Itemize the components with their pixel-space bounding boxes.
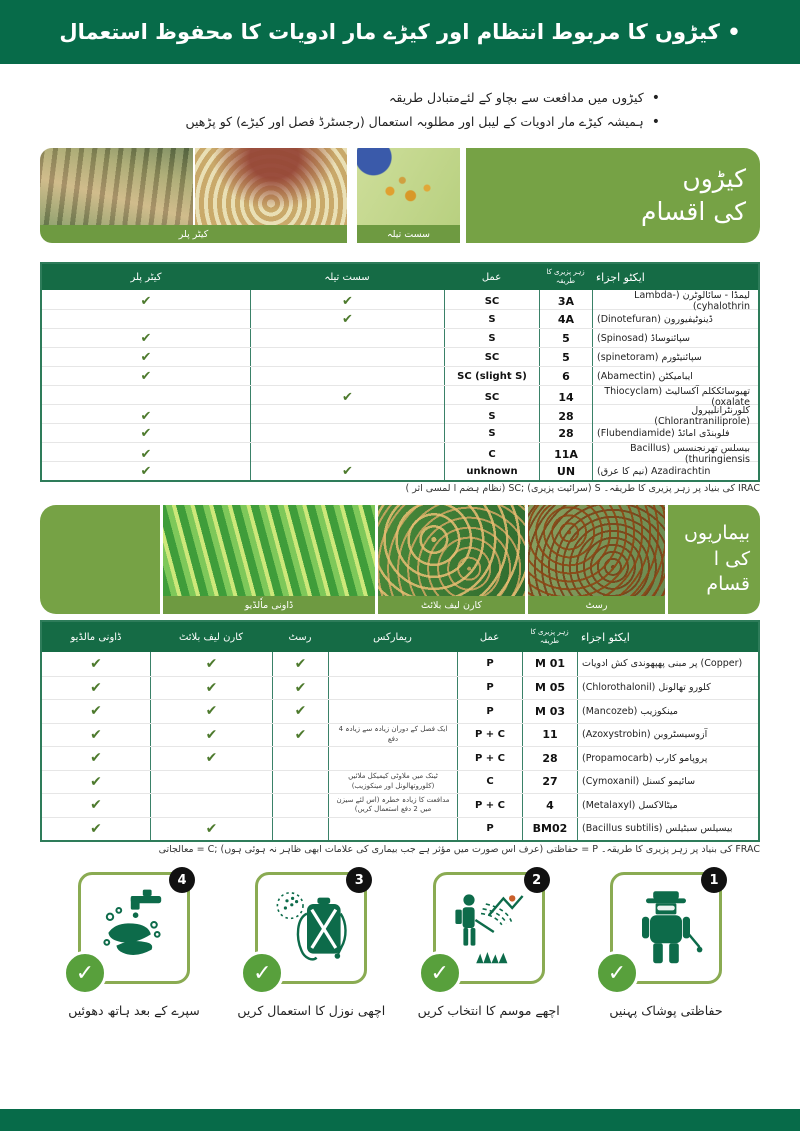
action-cell: S — [444, 424, 539, 442]
action-cell: C — [444, 443, 539, 465]
check-badge-icon: ✓ — [418, 951, 462, 995]
blight-check-cell — [150, 794, 272, 817]
rust-check-cell — [272, 724, 328, 747]
moa-code-cell: 14 — [539, 386, 592, 408]
photo-caption: سست تیلہ — [357, 225, 460, 243]
checkmark-icon: ✔ — [205, 820, 218, 837]
safety-card — [255, 872, 367, 984]
action-cell: S — [444, 329, 539, 347]
column-header-aphid: سست تیلہ — [324, 271, 370, 283]
checkmark-icon: ✔ — [140, 368, 152, 384]
mildew-check-cell — [42, 771, 150, 794]
safety-step-good-nozzle — [235, 872, 387, 1020]
action-cell: P — [457, 677, 522, 700]
column-header-blight: کارن لیف بلائٹ — [178, 631, 244, 643]
checkmark-icon: ✔ — [205, 750, 218, 767]
mildew-check-cell — [42, 652, 150, 676]
check-badge-icon: ✓ — [240, 951, 284, 995]
photo-caption: کارن لیف بلائٹ — [378, 596, 525, 614]
page-title: • کیڑوں کا مربوط انتظام اور کیڑے مار ادویات کا محفوظ استعمال — [59, 20, 741, 44]
checkmark-icon: ✔ — [90, 773, 102, 790]
corn-leaf-blight-photo — [378, 505, 525, 596]
fungicide-table-row — [42, 770, 758, 794]
bullet-item — [120, 90, 660, 107]
fungicide-table-row — [42, 723, 758, 747]
caterpillar-check-cell — [42, 367, 250, 385]
checkmark-icon: ✔ — [140, 293, 152, 309]
checkmark-icon: ✔ — [90, 750, 102, 767]
safety-card — [75, 872, 190, 986]
section-title-line: کی اقسام — [641, 196, 746, 226]
fungicide-table-row — [42, 793, 758, 817]
column-header-moa: زہر پزیری کا طریقہ — [530, 628, 569, 645]
remarks-cell: ٹینک میں ملاوٹی کیمیکل ملائیں (کلوروتھالونل اور مینکوزیب) — [328, 771, 457, 794]
insecticide-table-body — [42, 290, 758, 480]
active-ingredient-cell: تھیوسائککلم آکسالیٹ (Thiocyclam oxalate) — [592, 386, 758, 408]
checkmark-icon: ✔ — [294, 679, 307, 696]
fungicide-table-row — [42, 817, 758, 841]
checkmark-icon: ✔ — [90, 679, 102, 696]
checkmark-icon: ✔ — [90, 820, 102, 837]
remarks-cell: مدافعت کا زیادہ خطرہ (اس لئے سیزن میں 2 دفع استعمال کریں) — [328, 794, 457, 817]
checkmark-icon: ✔ — [342, 389, 353, 405]
active-ingredient-cell: لیمڈا - سائالوٹرن (Lambda-cyhalothrin) — [592, 290, 758, 312]
step-number-badge: 2 — [524, 867, 550, 893]
safety-step-label: اچھے موسم کا انتخاب کریں — [417, 1003, 560, 1018]
safety-step-wash-hands — [58, 872, 210, 1020]
sprayer-nozzle-icon — [271, 888, 351, 968]
rust-check-cell — [272, 771, 328, 794]
moa-code-cell: 5 — [539, 348, 592, 366]
blight-check-cell — [150, 700, 272, 723]
caterpillar-check-cell — [42, 290, 250, 312]
moa-code-cell: 28 — [539, 405, 592, 427]
aphid-check-cell — [250, 348, 444, 366]
mildew-check-cell — [42, 700, 150, 723]
action-cell: P + C — [457, 794, 522, 817]
fungicide-table-body — [42, 652, 758, 840]
moa-code-cell: 11A — [539, 443, 592, 465]
frac-footnote: FRAC کی بنیاد پر زہر پزیری کا طریقہ۔ P = حفاظتی (عرف اس صورت میں مؤثر ہے جب بیماری کی علامات ابھی ظاہر نہ ہوئی ہوں) ;C = معالجاتی — [158, 844, 760, 855]
column-header-caterpillar: کیٹر پلر — [130, 271, 162, 283]
action-cell: P + C — [457, 724, 522, 747]
checkmark-icon: ✔ — [90, 703, 102, 720]
safety-card — [430, 872, 545, 986]
blight-check-cell — [150, 747, 272, 770]
bullet-icon: • — [651, 90, 660, 106]
fungicide-table-row — [42, 699, 758, 723]
safety-step-protective-clothing — [590, 872, 742, 1020]
insecticide-table-row — [42, 290, 758, 312]
insecticide-table-row — [42, 385, 758, 408]
bullet-item — [120, 114, 660, 131]
action-cell: SC — [444, 348, 539, 366]
safety-steps-row — [58, 872, 742, 1020]
aphid-check-cell — [250, 329, 444, 347]
insecticide-table-row — [42, 309, 758, 328]
moa-code-cell: 28 — [522, 747, 577, 770]
moa-code-cell: M 03 — [522, 700, 577, 723]
rust-check-cell — [272, 652, 328, 676]
action-cell: SC — [444, 290, 539, 312]
active-ingredient-cell: ڈینوٹیفیورون (Dinotefuran) — [592, 310, 758, 328]
fungicide-table-header — [42, 622, 758, 652]
moa-code-cell: BM02 — [522, 818, 577, 841]
rust-photo-group — [528, 505, 665, 614]
photo-caption: رسٹ — [528, 596, 665, 614]
pest-section-title-box — [466, 148, 760, 243]
active-ingredient-cell: بیسلس تھرنجنسس (Bacillus thuringiensis) — [592, 443, 758, 465]
blight-check-cell — [150, 771, 272, 794]
moa-code-cell: 5 — [539, 329, 592, 347]
action-cell: P — [457, 818, 522, 841]
remarks-cell — [328, 747, 457, 770]
rust-check-cell — [272, 747, 328, 770]
safety-card — [607, 872, 722, 986]
photo-caption: کیٹر پلر — [40, 225, 347, 243]
moa-code-cell: 11 — [522, 724, 577, 747]
section-title-line: کی ا قسام — [706, 547, 750, 596]
moa-code-cell: M 01 — [522, 652, 577, 676]
active-ingredient-cell: مینکوزیب (Mancozeb) — [577, 700, 758, 723]
checkmark-icon: ✔ — [140, 408, 152, 424]
insecticide-table-row — [42, 347, 758, 366]
rust-check-cell — [272, 794, 328, 817]
checkmark-icon: ✔ — [342, 293, 353, 309]
caterpillar-damage-photo — [40, 148, 193, 225]
checkmark-icon: ✔ — [90, 797, 102, 814]
check-badge-icon: ✓ — [595, 951, 639, 995]
checkmark-icon: ✔ — [140, 463, 152, 479]
aphid-check-cell — [250, 424, 444, 442]
mildew-check-cell — [42, 724, 150, 747]
active-ingredient-cell: ایبامیکٹن (Abamectin) — [592, 367, 758, 385]
checkmark-icon: ✔ — [294, 726, 307, 743]
action-cell: P — [457, 700, 522, 723]
safety-step-good-weather — [413, 872, 565, 1020]
checkmark-icon: ✔ — [205, 655, 218, 672]
aphid-check-cell — [250, 367, 444, 385]
active-ingredient-cell: Azadirachtin (نیم کا عرق) — [592, 462, 758, 480]
safety-step-label: حفاظتی پوشاک پہنیں — [609, 1003, 723, 1018]
insecticide-table-row — [42, 442, 758, 465]
insecticide-table-row — [42, 404, 758, 427]
moa-code-cell: UN — [539, 462, 592, 480]
action-cell: S — [444, 310, 539, 328]
aphid-check-cell — [250, 462, 444, 480]
column-header-active-ingredient: ایکٹو اجزاء — [581, 630, 630, 644]
column-header-active-ingredient: ایکٹو اجزاء — [596, 270, 645, 284]
checkmark-icon: ✔ — [140, 425, 152, 441]
moa-code-cell: 6 — [539, 367, 592, 385]
active-ingredient-cell: فلوبنڈی امائڈ (Flubendiamide) — [592, 424, 758, 442]
active-ingredient-cell: (Copper) پر مبنی پھپھوندی کش ادویات — [577, 652, 758, 676]
active-ingredient-cell: کلورو تھالونل (Chlorothalonil) — [577, 677, 758, 700]
rust-check-cell — [272, 677, 328, 700]
disease-section-title-box — [668, 505, 760, 614]
intro-bullets — [120, 90, 660, 138]
moa-code-cell: 4 — [522, 794, 577, 817]
good-weather-spraying-icon — [449, 888, 529, 968]
active-ingredient-cell: آزوسیسٹروبن (Azoxystrobin) — [577, 724, 758, 747]
remarks-cell — [328, 818, 457, 841]
moa-code-cell: 28 — [539, 424, 592, 442]
insecticide-table-row — [42, 366, 758, 385]
action-cell: P + C — [457, 747, 522, 770]
rust-check-cell — [272, 700, 328, 723]
active-ingredient-cell: سپائنیٹورم (spinetoram) — [592, 348, 758, 366]
caterpillar-check-cell — [42, 329, 250, 347]
insecticide-table-row — [42, 328, 758, 347]
remarks-cell — [328, 677, 457, 700]
caterpillar-photo-group — [40, 148, 347, 243]
caterpillar-check-cell — [42, 424, 250, 442]
downy-mildew-photo — [163, 505, 375, 596]
bullet-text: کیڑوں میں مدافعت سے بچاو کے لئےمتبادل طریقہ — [389, 90, 644, 105]
blight-check-cell — [150, 724, 272, 747]
checkmark-icon: ✔ — [140, 330, 152, 346]
moa-code-cell: M 05 — [522, 677, 577, 700]
aphid-check-cell — [250, 310, 444, 328]
active-ingredient-cell: سپائنوساڈ (Spinosad) — [592, 329, 758, 347]
action-cell: unknown — [444, 462, 539, 480]
page-footer-bar — [0, 1109, 800, 1131]
active-ingredient-cell: میٹالاکسل (Metalaxyl) — [577, 794, 758, 817]
checkmark-icon: ✔ — [205, 703, 218, 720]
moa-code-cell: 3A — [539, 290, 592, 312]
step-number-badge: 4 — [169, 867, 195, 893]
active-ingredient-cell: سائیمو کسنل (Cymoxanil) — [577, 771, 758, 794]
checkmark-icon: ✔ — [90, 726, 102, 743]
check-badge-icon: ✓ — [63, 951, 107, 995]
active-ingredient-cell: کلورنٹرانلیپرول (Chlorantraniliprole) — [592, 405, 758, 427]
active-ingredient-cell: پروپامو کارب (Propamocarb) — [577, 747, 758, 770]
moa-code-cell: 27 — [522, 771, 577, 794]
fungicide-table-row — [42, 746, 758, 770]
pest-types-strip — [40, 148, 760, 243]
insecticide-table-row — [42, 423, 758, 442]
caterpillar-check-cell — [42, 310, 250, 328]
section-title-line: بیماریوں — [683, 522, 750, 545]
bullet-icon: • — [651, 113, 660, 130]
action-cell: SC (slight S) — [444, 367, 539, 385]
mildew-photo-group — [163, 505, 375, 614]
aphid-photo-group — [357, 148, 460, 243]
blight-photo-group — [378, 505, 525, 614]
page-header-bar — [0, 0, 800, 64]
rust-check-cell — [272, 818, 328, 841]
column-header-rust: رسٹ — [288, 631, 312, 643]
column-header-moa: زہر پزیری کا طریقہ — [546, 268, 585, 285]
column-header-action: عمل — [479, 631, 500, 643]
action-cell: C — [457, 771, 522, 794]
irac-footnote: IRAC کی بنیاد پر زہر پزیری کا طریقہ۔ S (سرائیت پزیری) ;SC (نظام ہضم ا لمسی اثر ) — [405, 483, 760, 494]
disease-types-strip — [40, 505, 760, 614]
photo-caption: ڈاونی ماٗلڈیو — [163, 596, 375, 614]
step-number-badge: 3 — [346, 867, 372, 893]
aphid-check-cell — [250, 290, 444, 312]
insecticide-table — [40, 262, 760, 482]
checkmark-icon: ✔ — [205, 726, 218, 743]
action-cell: S — [444, 405, 539, 427]
checkmark-icon: ✔ — [294, 703, 307, 720]
checkmark-icon: ✔ — [140, 446, 152, 462]
blight-check-cell — [150, 818, 272, 841]
caterpillar-check-cell — [42, 348, 250, 366]
remarks-cell — [328, 700, 457, 723]
step-number-badge: 1 — [701, 867, 727, 893]
remarks-cell — [328, 652, 457, 676]
blight-check-cell — [150, 652, 272, 676]
section-title-line: کیڑوں — [682, 164, 746, 193]
safety-step-label: اچھی نوزل کا استعمال کریں — [237, 1003, 386, 1018]
disease-section-accent-box — [40, 505, 160, 614]
action-cell: P — [457, 652, 522, 676]
fungicide-table — [40, 620, 760, 842]
aphids-leaf-photo — [357, 148, 460, 225]
column-header-action: عمل — [481, 271, 502, 283]
checkmark-icon: ✔ — [140, 349, 152, 365]
safety-step-label: سپرے کے بعد ہاتھ دھوئیں — [68, 1003, 200, 1018]
moa-code-cell: 4A — [539, 310, 592, 328]
column-header-remarks: ریمارکس — [373, 631, 412, 643]
bullet-text: ہمیشہ کیڑے مار ادویات کے لیبل اور مطلوبہ استعمال (رجسٹرڈ فصل اور کیڑے) کو پڑھیں — [185, 113, 644, 129]
blight-check-cell — [150, 677, 272, 700]
checkmark-icon: ✔ — [294, 655, 307, 672]
action-cell: SC — [444, 386, 539, 408]
insecticide-table-header — [42, 264, 758, 290]
fungicide-table-row — [42, 676, 758, 700]
caterpillar-check-cell — [42, 462, 250, 480]
insecticide-table-row — [42, 461, 758, 480]
mildew-check-cell — [42, 818, 150, 841]
corn-ear-caterpillar-photo — [195, 148, 348, 225]
mildew-check-cell — [42, 747, 150, 770]
column-header-mildew: ڈاونی مالڈیو — [70, 631, 122, 643]
rust-photo — [528, 505, 665, 596]
checkmark-icon: ✔ — [342, 311, 353, 327]
fungicide-table-row — [42, 652, 758, 676]
remarks-cell: ایک فصل کے دوران زیادہ سے زیادہ 4 دفع — [328, 724, 457, 747]
active-ingredient-cell: بیسیلس سبٹیلس (Bacillus subtilis) — [577, 818, 758, 841]
checkmark-icon: ✔ — [90, 655, 102, 672]
mildew-check-cell — [42, 794, 150, 817]
checkmark-icon: ✔ — [342, 463, 353, 479]
checkmark-icon: ✔ — [205, 679, 218, 696]
wash-hands-icon — [94, 888, 174, 968]
protective-clothing-icon — [626, 888, 706, 968]
mildew-check-cell — [42, 677, 150, 700]
